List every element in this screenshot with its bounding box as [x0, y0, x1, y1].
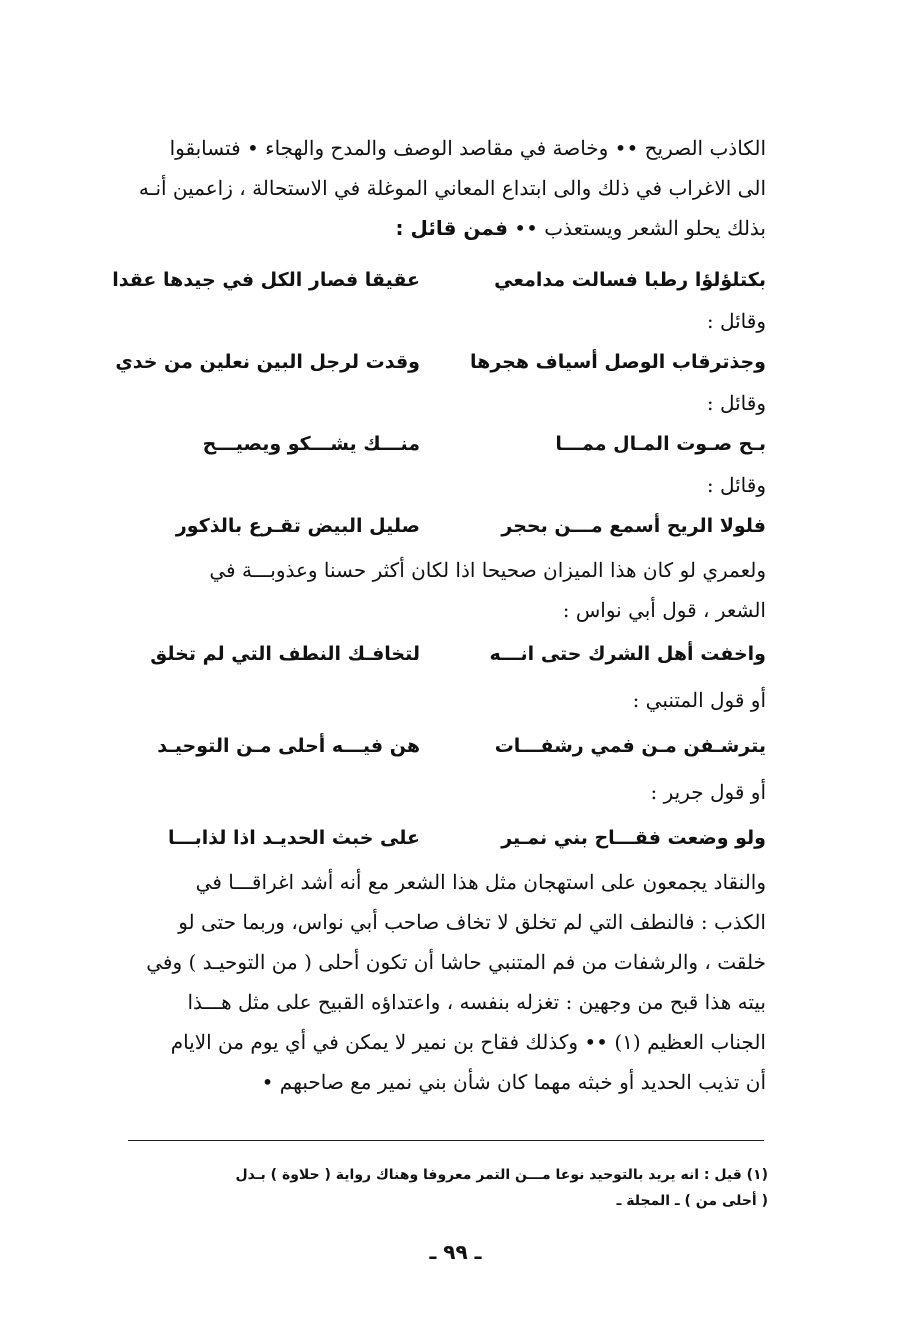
verse-line [120, 814, 766, 862]
verse-second-hemistich: هن فيـــه أحلى مـن التوحيـد [157, 735, 420, 757]
verse-first-hemistich: فلولا الريح أسمع مـــن بحجر [501, 515, 766, 537]
footnote [118, 1162, 768, 1214]
verse-line [115, 338, 766, 386]
paragraph-emphasis: فمن قائل : [395, 216, 508, 240]
middle-paragraph [120, 550, 766, 630]
paragraph-line: الكاذب الصريح •• وخاصة في مقاصد الوصف والمدح والهجاء • فتسابقوا [169, 136, 766, 160]
paragraph-line: ولعمري لو كان هذا الميزان صحيحا اذا لكان أكثر حسنا وعذوبـــة في [209, 558, 766, 582]
verse-second-hemistich: على خبث الحديـد اذا لذابـــا [167, 827, 420, 849]
footnote-line: ( أحلى من ) ـ المجلة ـ [616, 1193, 768, 1209]
verse-intro: أو قول المتنبي : [632, 688, 766, 712]
verse-line [120, 722, 766, 770]
closing-paragraph [120, 862, 766, 1102]
verse-intro: وقائل : [706, 391, 766, 415]
verse-line [120, 630, 766, 678]
verse-second-hemistich: لتخافـك النطف التي لم تخلق [150, 643, 420, 665]
verse-intro: وقائل : [706, 473, 766, 497]
paragraph-line: أن تذيب الحديد أو خبثه مهما كان شأن بني نمير مع صاحبهم • [261, 1070, 766, 1094]
opening-paragraph [120, 128, 766, 248]
footnote-line: (١) قيل : انه يريد بالتوحيد نوعا مـــن التمر معروفا وهناك رواية ( حلاوة ) بـدل [235, 1167, 768, 1183]
paragraph-line: بيته هذا قبح من وجهين : تغزله بنفسه ، واعتداؤه القبيح على مثل هـــذا [187, 990, 766, 1014]
footnote-divider [128, 1140, 764, 1141]
verse-intro: وقائل : [706, 309, 766, 333]
verse-first-hemistich: بكتلؤلؤا رطبا فسالت مدامعي [494, 269, 766, 291]
verse-first-hemistich: ولو وضعت فقـــاح بني نمـير [501, 827, 766, 849]
paragraph-line: والنقاد يجمعون على استهجان مثل هذا الشعر مع أنه أشد اغراقـــا في [195, 870, 766, 894]
paragraph-line: الى الاغراب في ذلك والى ابتداع المعاني الموغلة في الاستحالة ، زاعمين أنـه [138, 176, 766, 200]
verse-second-hemistich: منـــك يشـــكو ويصيـــح [202, 433, 420, 455]
verse-first-hemistich: وجذترقاب الوصل أسياف هجرها [470, 351, 766, 373]
verse-second-hemistich: وقدت لرجل البين نعلين من خدي [115, 351, 420, 373]
verse-line [120, 502, 766, 550]
paragraph-line: الشعر ، قول أبي نواس : [562, 598, 766, 622]
verse-intro: أو قول جرير : [650, 780, 766, 804]
paragraph-line: خلقت ، والرشفات من فم المتنبي حاشا أن تكون أحلى ( من التوحيـد ) وفي [146, 950, 766, 974]
page-number: ـ ٩٩ ـ [429, 1240, 482, 1264]
paragraph-line: الكذب : فالنطف التي لم تخلق لا تخاف صاحب أبي نواس، وربما حتى لو [178, 910, 766, 934]
verse-second-hemistich: عقيقا فصار الكل في جيدها عقدا [112, 269, 420, 291]
verse-first-hemistich: بـح صـوت المـال ممـــا [555, 433, 766, 455]
verse-line [112, 256, 766, 304]
verse-first-hemistich: واخفت أهل الشرك حتى انـــه [489, 643, 766, 665]
paragraph-line: بذلك يحلو الشعر ويستعذب •• [507, 216, 766, 240]
page-body [112, 128, 766, 1102]
verse-line [120, 420, 766, 468]
paragraph-line: الجناب العظيم (١) •• وكذلك فقاح بن نمير لا يمكن في أي يوم من الايام [170, 1030, 766, 1054]
verse-first-hemistich: يترشـفن مـن فمي رشفـــات [494, 735, 766, 757]
verse-second-hemistich: صليل البيض تقـرع بالذكور [175, 515, 420, 537]
